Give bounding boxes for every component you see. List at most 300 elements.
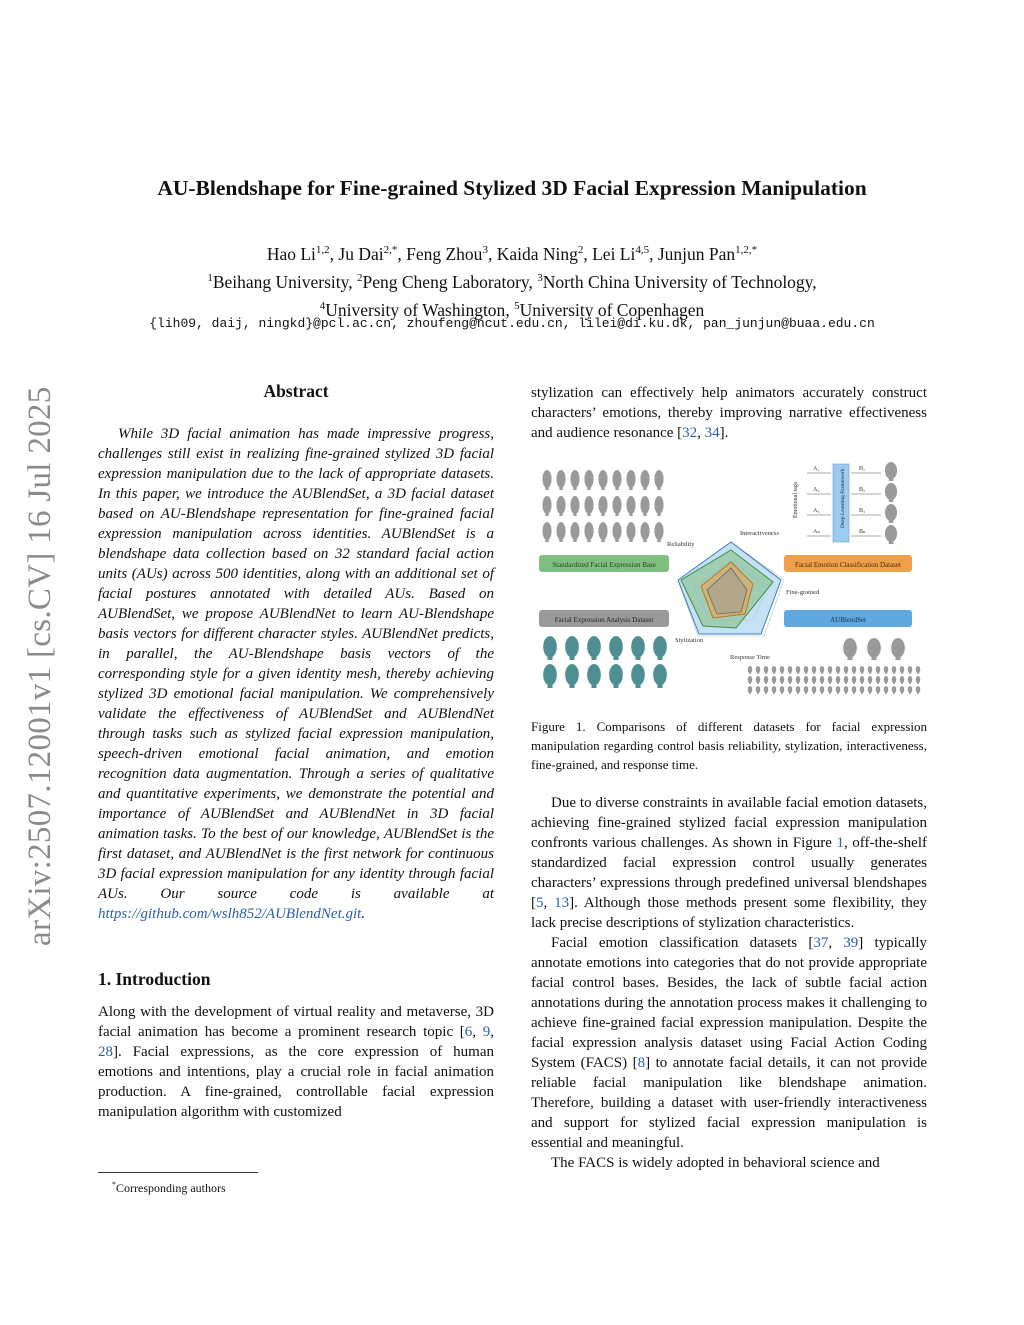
face-thumbnail bbox=[780, 686, 785, 693]
face-thumbnail bbox=[884, 676, 889, 683]
author-name: Feng Zhou bbox=[406, 243, 483, 264]
deep-learning-label: Deep Learning Framework bbox=[840, 468, 846, 528]
face-neck bbox=[837, 673, 839, 674]
face-neck bbox=[765, 683, 767, 684]
face-thumbnail bbox=[828, 686, 833, 693]
face-thumbnail bbox=[868, 686, 873, 693]
face-neck bbox=[757, 683, 759, 684]
analysis-dataset-label: Facial Expression Analysis Dataset bbox=[554, 616, 654, 624]
face-thumbnail bbox=[653, 664, 667, 686]
emotional-tags-label: Emotional tags bbox=[793, 481, 799, 518]
face-thumbnail bbox=[876, 666, 881, 673]
author-affil: 1,2,* bbox=[735, 244, 758, 256]
face-thumbnail bbox=[756, 666, 761, 673]
face-neck bbox=[635, 684, 640, 688]
citation-link[interactable]: 8 bbox=[637, 1055, 646, 1071]
face-neck bbox=[601, 486, 604, 490]
a-label: A₃ bbox=[813, 508, 820, 514]
face-neck bbox=[893, 673, 895, 674]
face-thumbnail bbox=[867, 638, 881, 658]
face-neck bbox=[757, 693, 759, 694]
body-text: Due to diverse constraints in available facial emotion datasets, achieving fine-grained stylized facial expression manipulation confronts various challenges. As shown in Figure bbox=[531, 795, 927, 851]
face-neck bbox=[613, 656, 618, 660]
analysis-face-row bbox=[543, 636, 667, 688]
face-neck bbox=[797, 693, 799, 694]
face-neck bbox=[635, 656, 640, 660]
affiliation: University of Washington bbox=[325, 299, 506, 320]
face-neck bbox=[901, 683, 903, 684]
face-neck bbox=[901, 693, 903, 694]
face-thumbnail bbox=[654, 496, 663, 514]
face-thumbnail bbox=[556, 522, 565, 540]
face-neck bbox=[559, 486, 562, 490]
face-thumbnail bbox=[885, 525, 897, 542]
footnote: *Corresponding authors bbox=[112, 1180, 226, 1195]
face-neck bbox=[845, 693, 847, 694]
body-text: ]. Although those methods present some flexibility, they lack precise descriptions of stylization characteristics. bbox=[531, 895, 927, 931]
face-neck bbox=[545, 486, 548, 490]
citation-link[interactable]: 6 bbox=[464, 1024, 473, 1040]
affiliation: Beihang University bbox=[212, 271, 349, 292]
face-thumbnail bbox=[587, 664, 601, 686]
face-neck bbox=[917, 693, 919, 694]
right-paragraph-3: The FACS is widely adopted in behavioral science and bbox=[551, 1155, 880, 1171]
face-neck bbox=[871, 656, 876, 660]
face-thumbnail bbox=[884, 666, 889, 673]
author-names: Hao Li$^{1,2}$, Ju Dai$^{2,*}$, Feng Zhou$^3$, Kaida Ning$^2$, Lei Li$^{4,5}$, Junjun Pan$^{1,2,*}$ bbox=[266, 243, 758, 264]
citation-link[interactable]: 28 bbox=[98, 1044, 113, 1060]
face-neck bbox=[829, 693, 831, 694]
face-neck bbox=[869, 683, 871, 684]
face-neck bbox=[797, 683, 799, 684]
face-neck bbox=[829, 673, 831, 674]
face-neck bbox=[885, 683, 887, 684]
author-affil: 2 bbox=[577, 244, 584, 256]
footnote-divider bbox=[98, 1172, 258, 1173]
face-thumbnail bbox=[820, 686, 825, 693]
face-thumbnail bbox=[640, 470, 649, 488]
author-name: Lei Li bbox=[592, 243, 636, 264]
face-thumbnail bbox=[860, 676, 865, 683]
face-thumbnail bbox=[640, 496, 649, 514]
face-thumbnail bbox=[748, 686, 753, 693]
face-neck bbox=[853, 683, 855, 684]
face-thumbnail bbox=[876, 686, 881, 693]
face-thumbnail bbox=[584, 470, 593, 488]
face-thumbnail bbox=[900, 666, 905, 673]
author-name: Kaida Ning bbox=[496, 243, 578, 264]
body-text: ] typically annotate emotions into categories that do not provide appropriate facial control bases. Besides, the lack of subtle facial action annotations during the annotation process makes it challenging to achieve fine-grained facial expression manipulation. Despite the facial expression analysis dataset using Facial Action Coding System (FACS) [ bbox=[531, 935, 927, 1071]
aublendset-face-row bbox=[843, 638, 905, 660]
face-thumbnail bbox=[756, 686, 761, 693]
author-affil: 1,2 bbox=[315, 244, 330, 256]
abstract-text: While 3D facial animation has made impressive progress, challenges still exist in realizing fine-grained stylized 3D facial expression manipulation due to the lack of appropriate datasets. In this paper, we introduce the AUBlendSet, a 3D facial dataset based on AU-Blendshape representation for fine-grained facial expression manipulation across identities. AUBlendSet is a blendshape data collection based on 32 standard facial action units (AUs) across 500 identities, along with an additional set of facial postures annotated with detailed AUs. Based on AUBlendSet, we propose AUBlendNet to learn AU-Blendshape basis vectors for different character styles. AUBlendNet predicts, in parallel, the AU-Blendshape basis vectors of the corresponding style for a given identity mesh, thereby achieving stylized 3D emotional facial manipulation. We comprehensively validate the effectiveness of AUBlendSet and AUBlendNet through tasks such as stylized facial expression manipulation, speech-driven emotional facial animation, and emotion recognition data augmentation. Through a series of qualitative and quantitative experiments, we demonstrate the potential and importance of AUBlendSet and AUBlendNet in 3D facial animation tasks. To the best of our knowledge, AUBlendSet is the first dataset, and AUBlendNet is the first network for continuous 3D facial expression manipulation for any identity through facial AUs. Our source code is available at https://github.com/wslh852/AUBlendNet.git. bbox=[98, 426, 494, 922]
face-thumbnail bbox=[891, 638, 905, 658]
face-thumbnail bbox=[860, 686, 865, 693]
face-neck bbox=[643, 538, 646, 542]
face-neck bbox=[877, 683, 879, 684]
face-neck bbox=[573, 486, 576, 490]
intro-text: ]. Facial expressions, as the core expression of human emotions and intentions, play a crucial role in facial animation production. A fine-grained, controllable facial expression manipulation algorithm with customized bbox=[98, 1044, 494, 1120]
face-thumbnail bbox=[654, 470, 663, 488]
face-neck bbox=[837, 693, 839, 694]
face-thumbnail bbox=[764, 686, 769, 693]
face-thumbnail bbox=[820, 666, 825, 673]
face-thumbnail bbox=[812, 666, 817, 673]
face-thumbnail bbox=[543, 664, 557, 686]
figure-ref-link[interactable]: 1 bbox=[836, 835, 844, 851]
citation-link[interactable]: 5 bbox=[536, 895, 544, 911]
face-thumbnail bbox=[612, 496, 621, 514]
face-thumbnail bbox=[542, 496, 551, 514]
face-thumbnail bbox=[885, 462, 897, 479]
face-neck bbox=[587, 538, 590, 542]
face-neck bbox=[885, 693, 887, 694]
face-thumbnail bbox=[570, 470, 579, 488]
face-thumbnail bbox=[764, 676, 769, 683]
face-thumbnail bbox=[908, 686, 913, 693]
affiliation: North China University of Technology bbox=[542, 271, 813, 292]
face-neck bbox=[805, 673, 807, 674]
face-thumbnail bbox=[885, 504, 897, 521]
face-neck bbox=[587, 512, 590, 516]
face-neck bbox=[797, 673, 799, 674]
face-neck bbox=[889, 541, 893, 544]
face-neck bbox=[643, 486, 646, 490]
face-thumbnail bbox=[764, 666, 769, 673]
face-thumbnail bbox=[876, 676, 881, 683]
face-thumbnail bbox=[788, 666, 793, 673]
face-thumbnail bbox=[860, 666, 865, 673]
face-neck bbox=[821, 673, 823, 674]
face-thumbnail bbox=[598, 470, 607, 488]
b-label-column bbox=[851, 466, 881, 536]
face-thumbnail bbox=[748, 666, 753, 673]
face-neck bbox=[805, 683, 807, 684]
face-thumbnail bbox=[908, 666, 913, 673]
face-neck bbox=[573, 512, 576, 516]
face-neck bbox=[559, 512, 562, 516]
face-neck bbox=[821, 693, 823, 694]
face-neck bbox=[861, 693, 863, 694]
face-neck bbox=[749, 693, 751, 694]
a-label: A₂ bbox=[813, 487, 820, 493]
face-neck bbox=[601, 538, 604, 542]
affiliation: Peng Cheng Laboratory bbox=[362, 271, 529, 292]
face-neck bbox=[569, 656, 574, 660]
face-thumbnail bbox=[772, 666, 777, 673]
figure-caption: Figure 1. Comparisons of different datasets for facial expression manipulation regarding control basis reliability, stylization, interactiveness, fine-grained, and response time. bbox=[531, 719, 927, 772]
citation-link[interactable]: 13 bbox=[554, 895, 570, 911]
face-thumbnail bbox=[543, 636, 557, 658]
radar-chart bbox=[678, 542, 784, 636]
face-neck bbox=[657, 538, 660, 542]
face-neck bbox=[861, 673, 863, 674]
axis-finegrained-label: Fine-grained bbox=[786, 589, 820, 596]
face-thumbnail bbox=[812, 686, 817, 693]
face-neck bbox=[909, 693, 911, 694]
citation-link[interactable]: 9 bbox=[482, 1024, 491, 1040]
face-neck bbox=[909, 683, 911, 684]
standardized-base-label: Standardized Facial Expression Base bbox=[552, 561, 656, 569]
axis-reliability-label: Reliability bbox=[667, 541, 695, 548]
b-label: B₁ bbox=[859, 466, 866, 472]
face-thumbnail bbox=[626, 470, 635, 488]
standard-face-grid bbox=[542, 470, 663, 542]
b-label: B₂ bbox=[859, 487, 866, 493]
face-thumbnail bbox=[836, 676, 841, 683]
face-thumbnail bbox=[587, 636, 601, 658]
face-thumbnail bbox=[916, 666, 921, 673]
body-text: Facial emotion classification datasets [ bbox=[551, 935, 814, 951]
face-neck bbox=[901, 673, 903, 674]
face-neck bbox=[773, 673, 775, 674]
face-thumbnail bbox=[908, 676, 913, 683]
face-neck bbox=[615, 538, 618, 542]
face-thumbnail bbox=[868, 666, 873, 673]
face-neck bbox=[749, 673, 751, 674]
face-thumbnail bbox=[836, 666, 841, 673]
face-thumbnail bbox=[868, 676, 873, 683]
face-neck bbox=[789, 683, 791, 684]
face-thumbnail bbox=[772, 686, 777, 693]
face-thumbnail bbox=[626, 522, 635, 540]
face-thumbnail bbox=[812, 676, 817, 683]
right-paragraph-2: Facial emotion classification datasets [37, 39] typically annotate emotions into categories that do not provide appropriate facial control bases. Besides, the lack of subtle facial action annotations during the annotation process makes it challenging to achieve fine-grained facial expression manipulation. Despite the facial expression analysis dataset using Facial Action Coding System (FACS) [8] to annotate facial details, it can not provide reliable facial manipulation like blendshape animation. Therefore, building a dataset with user-friendly interactiveness and support for stylized facial expression manipulation is essential and meaningful. bbox=[531, 935, 927, 1151]
face-thumbnail bbox=[884, 686, 889, 693]
face-thumbnail bbox=[900, 686, 905, 693]
face-neck bbox=[773, 683, 775, 684]
face-neck bbox=[629, 486, 632, 490]
face-thumbnail bbox=[780, 666, 785, 673]
face-neck bbox=[781, 673, 783, 674]
face-thumbnail bbox=[843, 638, 857, 658]
face-thumbnail bbox=[542, 522, 551, 540]
face-thumbnail bbox=[612, 470, 621, 488]
citation-link[interactable]: 39 bbox=[843, 935, 859, 951]
body-text: ] to annotate facial details, it can not provide reliable facial manipulation like blendshape animation. Therefore, building a dataset with user-friendly interactiveness and support for stylized facial expression manipulation is essential and meaningful. bbox=[531, 1055, 927, 1151]
face-neck bbox=[869, 693, 871, 694]
face-neck bbox=[781, 683, 783, 684]
face-neck bbox=[893, 683, 895, 684]
author-name: Junjun Pan bbox=[657, 243, 736, 264]
face-thumbnail bbox=[892, 666, 897, 673]
face-thumbnail bbox=[598, 496, 607, 514]
face-thumbnail bbox=[844, 666, 849, 673]
a-label: Aₙ bbox=[813, 529, 820, 535]
axis-response-label: Response Time bbox=[730, 654, 770, 661]
citation-link[interactable]: 32 bbox=[682, 425, 698, 441]
face-thumbnail bbox=[640, 522, 649, 540]
paper-title: AU-Blendshape for Fine-grained Stylized 3D Facial Expression Manipulation bbox=[157, 176, 867, 200]
body-text: stylization can effectively help animators accurately construct characters’ emotions, thereby improving narrative effectiveness and audience resonance [ bbox=[531, 385, 927, 441]
face-neck bbox=[657, 512, 660, 516]
face-thumbnail bbox=[900, 676, 905, 683]
left-column bbox=[98, 380, 494, 1122]
face-neck bbox=[657, 486, 660, 490]
b-label: Bₙ bbox=[859, 529, 866, 535]
face-neck bbox=[629, 538, 632, 542]
face-thumbnail bbox=[612, 522, 621, 540]
face-neck bbox=[643, 512, 646, 516]
face-thumbnail bbox=[631, 636, 645, 658]
face-thumbnail bbox=[556, 496, 565, 514]
source-code-link[interactable]: https://github.com/wslh852/AUBlendNet.git bbox=[98, 906, 362, 922]
face-neck bbox=[547, 656, 552, 660]
face-neck bbox=[773, 693, 775, 694]
face-neck bbox=[765, 673, 767, 674]
body-text: , off-the-shelf standardized facial expression control usually generates characters’ expressions through predefined universal blendshapes [ bbox=[531, 835, 927, 911]
face-neck bbox=[615, 486, 618, 490]
face-neck bbox=[877, 673, 879, 674]
face-neck bbox=[893, 693, 895, 694]
author-affil: 2,* bbox=[383, 244, 398, 256]
face-neck bbox=[545, 512, 548, 516]
author-emails: {lih09, daij, ningkd}@pcl.ac.cn, zhoufeng@ncut.edu.cn, lilei@di.ku.dk, pan_junjun@buaa.edu.cn bbox=[149, 316, 875, 331]
face-thumbnail bbox=[772, 676, 777, 683]
face-thumbnail bbox=[844, 676, 849, 683]
author-name: Hao Li bbox=[266, 243, 316, 264]
face-neck bbox=[749, 683, 751, 684]
face-neck bbox=[559, 538, 562, 542]
b-label: B₃ bbox=[859, 508, 866, 514]
face-thumbnail bbox=[653, 636, 667, 658]
face-thumbnail bbox=[836, 686, 841, 693]
face-neck bbox=[657, 684, 662, 688]
face-thumbnail bbox=[828, 676, 833, 683]
intro-paragraph: Along with the development of virtual reality and metaverse, 3D facial animation has become a prominent research topic [6, 9, 28]. Facial expressions, as the core expression of human emotions and intentions, play a crucial role in facial animation production. A fine-grained, controllable facial expression manipulation algorithm with customized bbox=[98, 1004, 494, 1120]
face-thumbnail bbox=[820, 676, 825, 683]
citation-link[interactable]: 37 bbox=[813, 935, 829, 951]
face-neck bbox=[895, 656, 900, 660]
axis-stylization-label: Stylization bbox=[675, 637, 704, 644]
face-neck bbox=[889, 520, 893, 523]
face-neck bbox=[847, 656, 852, 660]
face-neck bbox=[917, 673, 919, 674]
face-neck bbox=[845, 683, 847, 684]
author-block bbox=[0, 238, 1024, 321]
right-paragraph-0: stylization can effectively help animators accurately construct characters’ emotions, thereby improving narrative effectiveness and audience resonance [32, 34]. bbox=[531, 385, 927, 441]
face-thumbnail bbox=[885, 483, 897, 500]
face-neck bbox=[757, 673, 759, 674]
face-thumbnail bbox=[796, 676, 801, 683]
face-thumbnail bbox=[565, 636, 579, 658]
face-neck bbox=[917, 683, 919, 684]
face-thumbnail bbox=[796, 666, 801, 673]
face-neck bbox=[889, 478, 893, 481]
face-neck bbox=[569, 684, 574, 688]
face-neck bbox=[861, 683, 863, 684]
face-neck bbox=[805, 693, 807, 694]
right-column-bottom bbox=[531, 793, 927, 1173]
face-neck bbox=[909, 673, 911, 674]
a-label-column bbox=[807, 466, 831, 536]
face-thumbnail bbox=[654, 522, 663, 540]
intro-heading: 1. Introduction bbox=[98, 969, 211, 989]
face-neck bbox=[615, 512, 618, 516]
face-thumbnail bbox=[804, 686, 809, 693]
face-neck bbox=[889, 499, 893, 502]
aublendset-face-grid bbox=[748, 666, 921, 694]
face-thumbnail bbox=[565, 664, 579, 686]
face-thumbnail bbox=[804, 676, 809, 683]
face-thumbnail bbox=[852, 666, 857, 673]
face-thumbnail bbox=[892, 686, 897, 693]
figure-1 bbox=[531, 458, 927, 698]
face-thumbnail bbox=[609, 636, 623, 658]
face-thumbnail bbox=[796, 686, 801, 693]
face-thumbnail bbox=[892, 676, 897, 683]
face-thumbnail bbox=[788, 676, 793, 683]
face-neck bbox=[821, 683, 823, 684]
face-neck bbox=[657, 656, 662, 660]
face-thumbnail bbox=[626, 496, 635, 514]
affiliations-line-2: $^4$University of Washington, $^5$University of Copenhagen bbox=[319, 299, 705, 320]
emotion-dataset-label: Facial Emotion Classification Dataset bbox=[795, 561, 901, 569]
face-neck bbox=[591, 656, 596, 660]
footnote-text: Corresponding authors bbox=[116, 1181, 226, 1195]
face-thumbnail bbox=[584, 522, 593, 540]
face-thumbnail bbox=[542, 470, 551, 488]
face-neck bbox=[877, 693, 879, 694]
face-thumbnail bbox=[756, 676, 761, 683]
face-neck bbox=[789, 693, 791, 694]
affiliations-line-1: $^1$Beihang University, $^2$Peng Cheng Laboratory, $^3$North China University of Technology, bbox=[207, 271, 817, 292]
face-thumbnail bbox=[844, 686, 849, 693]
face-neck bbox=[573, 538, 576, 542]
a-label: A₁ bbox=[813, 466, 820, 472]
face-thumbnail bbox=[556, 470, 565, 488]
face-neck bbox=[829, 683, 831, 684]
face-neck bbox=[765, 693, 767, 694]
citation-link[interactable]: 34 bbox=[704, 425, 720, 441]
face-neck bbox=[853, 693, 855, 694]
intro-text: Along with the development of virtual reality and metaverse, 3D facial animation has become a prominent research topic [ bbox=[98, 1004, 494, 1040]
face-neck bbox=[601, 512, 604, 516]
face-thumbnail bbox=[631, 664, 645, 686]
face-neck bbox=[845, 673, 847, 674]
face-thumbnail bbox=[780, 676, 785, 683]
face-thumbnail bbox=[916, 676, 921, 683]
face-thumbnail bbox=[609, 664, 623, 686]
abstract-heading: Abstract bbox=[263, 381, 329, 401]
affiliation: University of Copenhagen bbox=[519, 299, 705, 320]
face-neck bbox=[837, 683, 839, 684]
aublendset-label: AUBlendSet bbox=[830, 616, 866, 624]
face-neck bbox=[853, 673, 855, 674]
arxiv-identifier: arXiv:2507.12001v1 [cs.CV] 16 Jul 2025 bbox=[22, 386, 58, 946]
face-neck bbox=[545, 538, 548, 542]
author-affil: 3 bbox=[482, 244, 488, 256]
face-neck bbox=[869, 673, 871, 674]
face-thumbnail bbox=[584, 496, 593, 514]
face-neck bbox=[587, 486, 590, 490]
axis-interactiveness-label: Interactiveness bbox=[740, 530, 779, 537]
face-thumbnail bbox=[748, 676, 753, 683]
face-thumbnail bbox=[804, 666, 809, 673]
face-thumbnail bbox=[788, 686, 793, 693]
face-thumbnail bbox=[852, 686, 857, 693]
right-column-top bbox=[531, 383, 927, 443]
face-neck bbox=[813, 683, 815, 684]
face-thumbnail bbox=[916, 686, 921, 693]
face-neck bbox=[613, 684, 618, 688]
face-thumbnail bbox=[570, 496, 579, 514]
face-thumbnail bbox=[598, 522, 607, 540]
author-name: Ju Dai bbox=[338, 243, 384, 264]
right-paragraph-1: Due to diverse constraints in available facial emotion datasets, achieving fine-grained stylized facial expression manipulation confronts various challenges. As shown in Figure 1, off-the-shelf standardized facial expression control usually generates characters’ expressions through predefined universal blendshapes [5, 13]. Although those methods present some flexibility, they lack precise descriptions of stylization characteristics. bbox=[531, 795, 927, 931]
face-thumbnail bbox=[570, 522, 579, 540]
